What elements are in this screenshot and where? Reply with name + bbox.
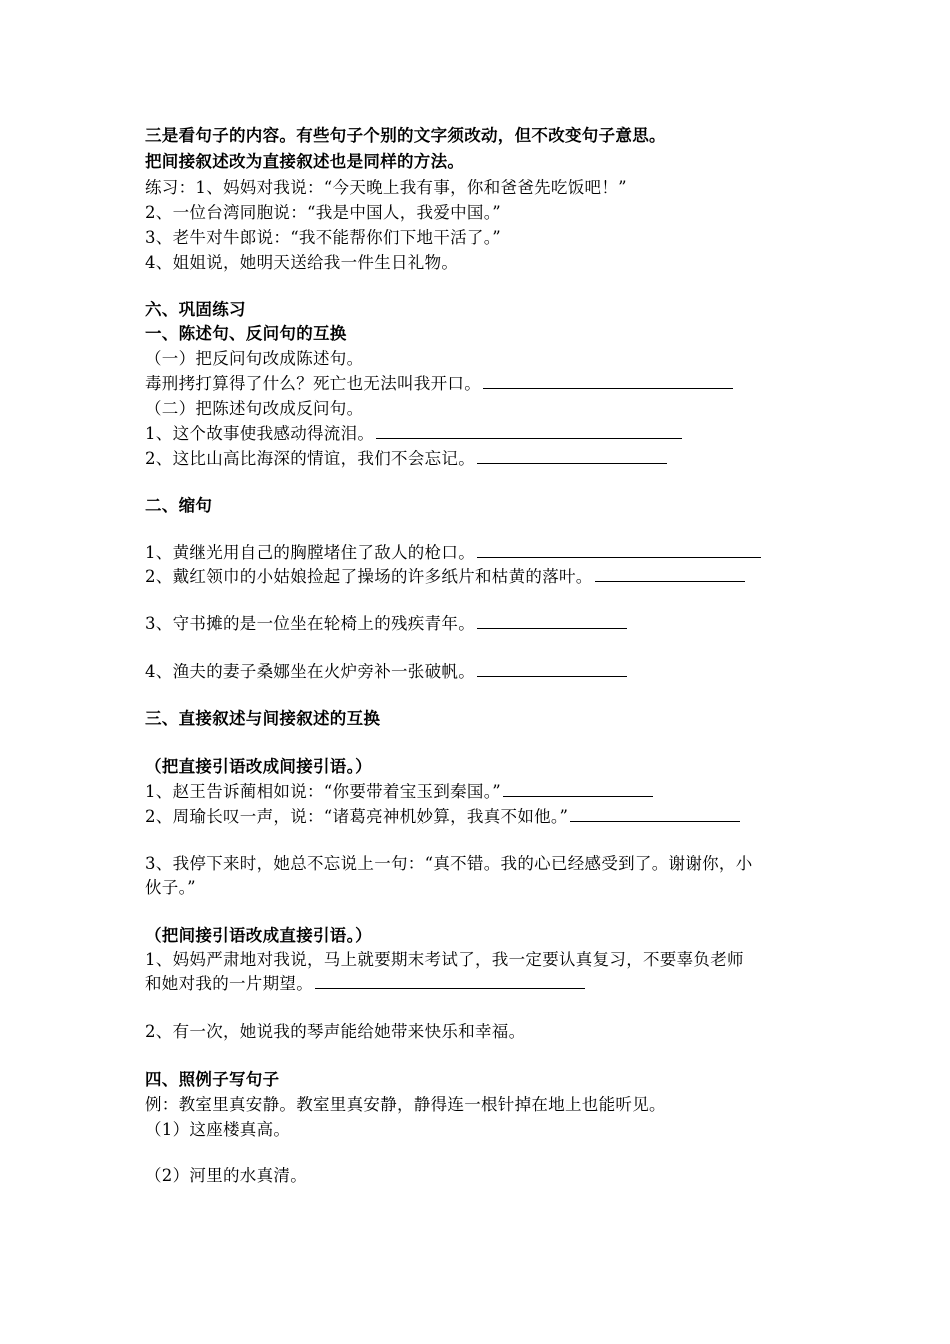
part-2-question-4 <box>145 661 627 683</box>
practice-line-1: 练习：1、妈妈对我说：“今天晚上我有事，你和爸爸先吃饭吧！” <box>145 178 627 197</box>
practice-line-2: 2、一位台湾同胞说：“我是中国人，我爱中国。” <box>145 203 502 222</box>
part-3-question-3a: 3、我停下来时，她总不忘说上一句：“真不错。我的心已经感受到了。谢谢你，小 <box>145 854 753 873</box>
part-2-title: 二、缩句 <box>145 496 213 515</box>
intro-line-1: 三是看句子的内容。有些句子个别的文字须改动，但不改变句子意思。 <box>145 126 666 145</box>
part-2-question-3 <box>145 613 627 635</box>
part-1-question-2 <box>145 423 682 445</box>
part-1-title: 一、陈述句、反问句的互换 <box>145 324 347 343</box>
answer-blank[interactable] <box>477 662 627 677</box>
practice-line-4: 4、姐姐说，她明天送给我一件生日礼物。 <box>145 253 459 272</box>
part-1-sub-2: （二）把陈述句改成反问句。 <box>145 399 364 418</box>
question-text: 和她对我的一片期望。 <box>145 974 313 993</box>
answer-blank[interactable] <box>477 449 667 464</box>
answer-blank[interactable] <box>376 424 682 439</box>
part-4-question-1: （1）这座楼真高。 <box>145 1120 291 1139</box>
part-4-title: 四、照例子写句子 <box>145 1070 280 1089</box>
answer-blank[interactable] <box>483 374 733 389</box>
part-3-question-1 <box>145 781 653 803</box>
part-3-sub-1: （把直接引语改成间接引语。） <box>145 757 372 776</box>
question-text: 1、赵王告诉蔺相如说：“你要带着宝玉到秦国。” <box>145 782 502 801</box>
answer-blank[interactable] <box>570 807 740 822</box>
practice-line-3: 3、老牛对牛郎说：“我不能帮你们下地干活了。” <box>145 228 502 247</box>
part-3-title: 三、直接叙述与间接叙述的互换 <box>145 709 381 728</box>
part-3-sub-2: （把间接引语改成直接引语。） <box>145 926 372 945</box>
part-2-question-1 <box>145 542 761 564</box>
part-2-question-2 <box>145 566 745 588</box>
answer-blank[interactable] <box>503 782 653 797</box>
answer-blank[interactable] <box>477 543 761 558</box>
part-3-question-3b: 伙子。” <box>145 878 196 897</box>
question-text: 2、这比山高比海深的情谊，我们不会忘记。 <box>145 449 475 468</box>
question-text: 4、渔夫的妻子桑娜坐在火炉旁补一张破帆。 <box>145 662 475 681</box>
answer-blank[interactable] <box>477 614 627 629</box>
question-text: 1、这个故事使我感动得流泪。 <box>145 424 375 443</box>
question-text: 3、守书摊的是一位坐在轮椅上的残疾青年。 <box>145 614 475 633</box>
answer-blank[interactable] <box>595 567 745 582</box>
part-4-question-2: （2）河里的水真清。 <box>145 1166 307 1185</box>
part-1-sub-1: （一）把反问句改成陈述句。 <box>145 349 364 368</box>
part-1-question-1 <box>145 373 733 395</box>
answer-blank[interactable] <box>315 974 585 989</box>
part-1-question-3 <box>145 448 667 470</box>
part-3-question-5: 2、有一次，她说我的琴声能给她带来快乐和幸福。 <box>145 1022 526 1041</box>
part-4-example: 例：教室里真安静。教室里真安静，静得连一根针掉在地上也能听见。 <box>145 1095 666 1114</box>
question-text: 2、周瑜长叹一声，说：“诸葛亮神机妙算，我真不如他。” <box>145 807 569 826</box>
question-text: 1、黄继光用自己的胸膛堵住了敌人的枪口。 <box>145 543 475 562</box>
section-6-title: 六、巩固练习 <box>145 300 246 319</box>
part-3-question-4a: 1、妈妈严肃地对我说，马上就要期末考试了，我一定要认真复习，不要辜负老师 <box>145 950 744 969</box>
intro-line-2: 把间接叙述改为直接叙述也是同样的方法。 <box>145 152 465 171</box>
question-text: 2、戴红领巾的小姑娘捡起了操场的许多纸片和枯黄的落叶。 <box>145 567 593 586</box>
question-text: 毒刑拷打算得了什么？死亡也无法叫我开口。 <box>145 374 481 393</box>
part-3-question-4b <box>145 973 585 995</box>
part-3-question-2 <box>145 806 740 828</box>
